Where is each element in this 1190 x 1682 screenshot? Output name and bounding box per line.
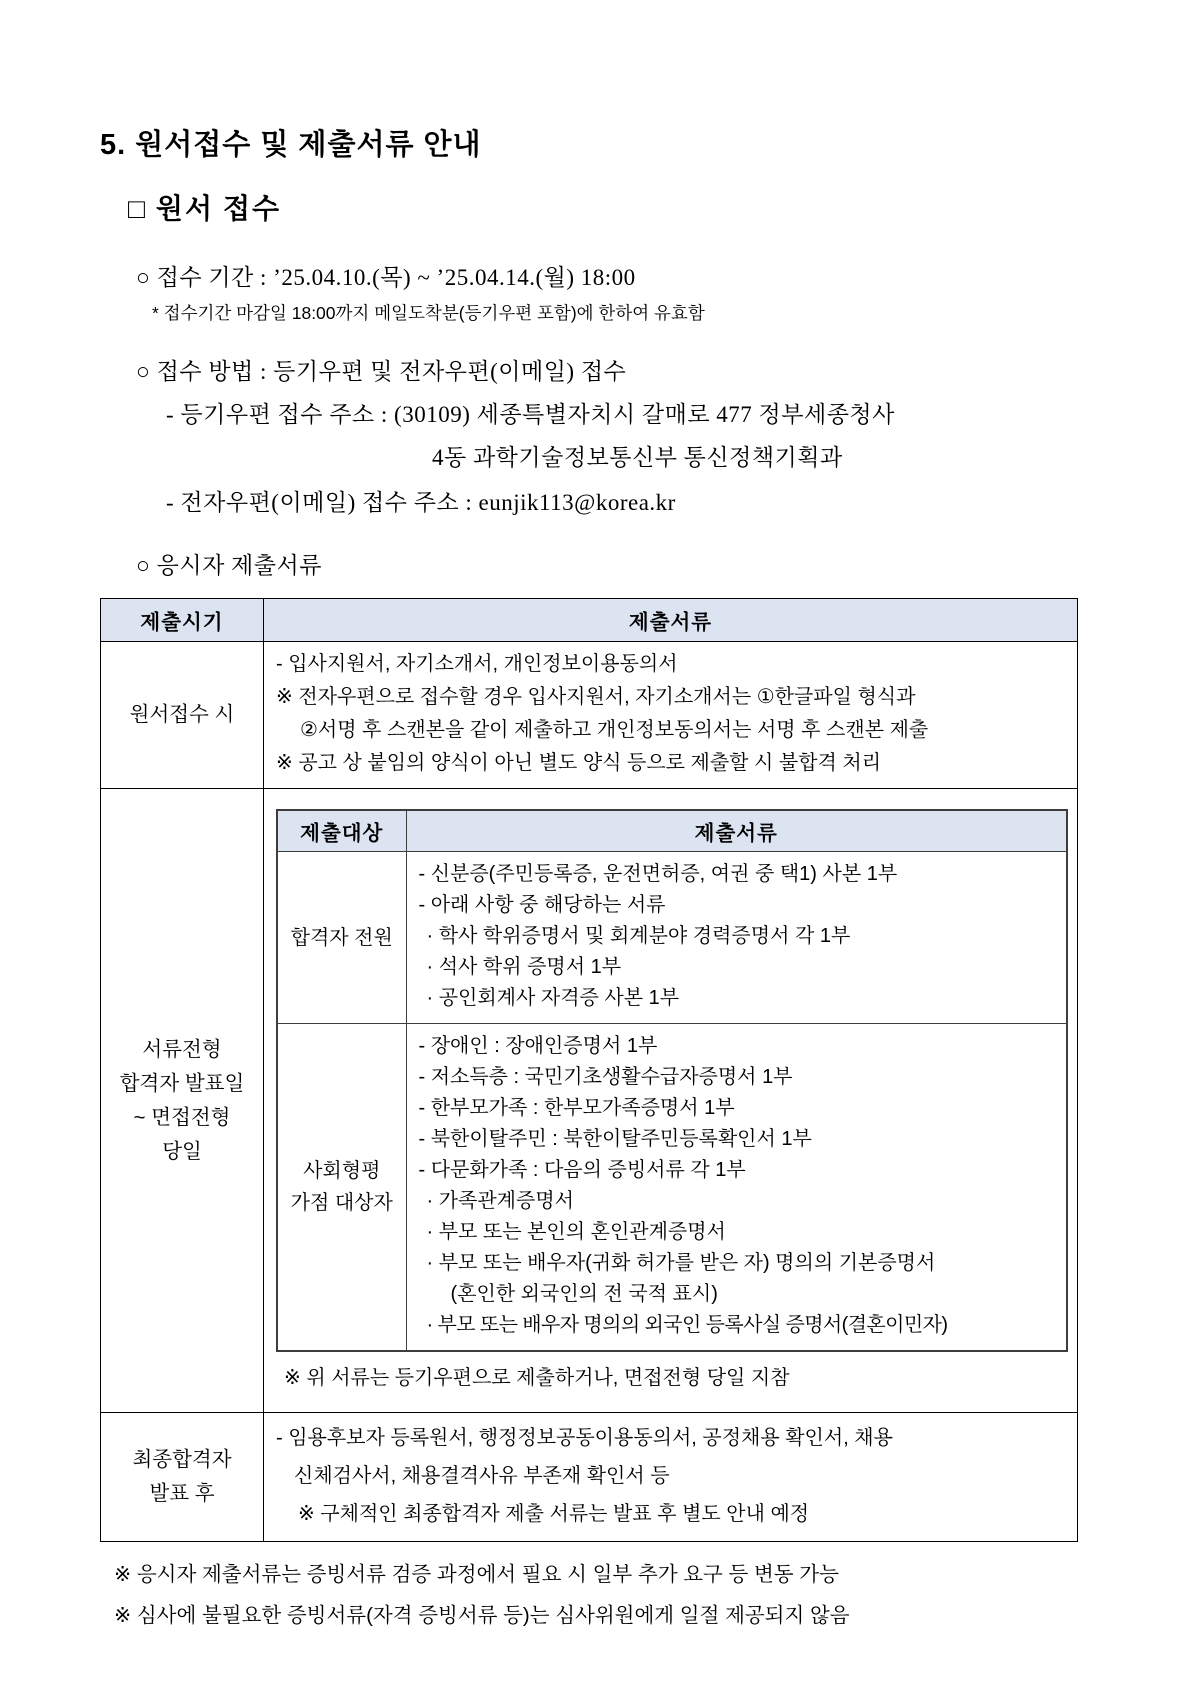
- equity-line: (혼인한 외국인의 전 국적 표시): [450, 1283, 718, 1305]
- target-line: 사회형평: [303, 1160, 381, 1182]
- interview-row-note: ※ 위 서류는 등기우편으로 제출하거나, 면접전형 당일 지참: [284, 1367, 790, 1389]
- documents-interview-period: [264, 789, 1078, 1413]
- timing-line: 발표 후: [149, 1482, 215, 1505]
- all-passers-line: · 석사 학위 증명서 1부: [426, 956, 622, 978]
- registered-mail-address-line1: - 등기우편 접수 주소 : (30109) 세종특별자치시 갈매로 477 정부세종청사: [166, 402, 895, 427]
- timing-line: 당일: [162, 1139, 202, 1163]
- application-doc-line: ※ 전자우편으로 접수할 경우 입사지원서, 자기소개서는 ①한글파일 형식과: [276, 686, 916, 708]
- all-passers-line: · 공인회계사 자격증 사본 1부: [426, 987, 680, 1009]
- documents-final-passers: [264, 1413, 1078, 1542]
- equity-line: - 다문화가족 : 다음의 증빙서류 각 1부: [418, 1159, 746, 1181]
- email-address-line: - 전자우편(이메일) 접수 주소 : eunjik113@korea.kr: [166, 490, 676, 515]
- equity-line: · 부모 또는 배우자(귀화 허가를 받은 자) 명의의 기본증명서: [426, 1252, 936, 1274]
- timing-application: 원서접수 시: [101, 642, 264, 789]
- timing-interview-period: [101, 789, 264, 1413]
- footnote-line: ※ 응시자 제출서류는 증빙서류 검증 과정에서 필요 시 일부 추가 요구 등 변동 가능: [114, 1563, 839, 1586]
- all-passers-line: - 아래 사항 중 해당하는 서류: [418, 894, 666, 916]
- final-doc-line: - 임용후보자 등록원서, 행정정보공동이용동의서, 공정채용 확인서, 채용: [276, 1427, 893, 1449]
- documents-social-equity: [406, 1024, 1067, 1352]
- equity-line: - 장애인 : 장애인증명서 1부: [418, 1035, 658, 1057]
- registered-mail-address-line2: 4동 과학기술정보통신부 통신정책기획과: [432, 445, 843, 470]
- application-doc-line: - 입사지원서, 자기소개서, 개인정보이용동의서: [276, 653, 678, 675]
- header-documents: 제출서류: [264, 599, 1078, 642]
- table-row-final-passers: [101, 1413, 1078, 1542]
- target-social-equity: [277, 1024, 406, 1352]
- all-passers-line: - 신분증(주민등록증, 운전면허증, 여권 중 택1) 사본 1부: [418, 863, 898, 885]
- target-all-passers: 합격자 전원: [277, 852, 406, 1024]
- table-row-application: [101, 642, 1078, 789]
- equity-line: - 북한이탈주민 : 북한이탈주민등록확인서 1부: [418, 1128, 812, 1150]
- documents-all-passers: [406, 852, 1067, 1024]
- inner-header-target: 제출대상: [277, 810, 406, 852]
- equity-line: - 한부모가족 : 한부모가족증명서 1부: [418, 1097, 735, 1119]
- target-line: 가점 대상자: [290, 1192, 393, 1214]
- page-title: 5. 원서접수 및 제출서류 안내: [100, 129, 482, 161]
- application-doc-line: ※ 공고 상 붙임의 양식이 아닌 별도 양식 등으로 제출할 시 불합격 처리: [276, 752, 882, 774]
- applicant-documents-heading: ○ 응시자 제출서류: [136, 553, 322, 578]
- documents-application: [264, 642, 1078, 789]
- reception-method-line: ○ 접수 방법 : 등기우편 및 전자우편(이메일) 접수: [136, 359, 627, 384]
- timing-line: ~ 면접전형: [133, 1105, 231, 1129]
- inner-header-documents: 제출서류: [406, 810, 1067, 852]
- reception-period-note: * 접수기간 마감일 18:00까지 메일도착분(등기우편 포함)에 한하여 유효함: [152, 303, 705, 323]
- equity-line: · 부모 또는 본인의 혼인관계증명서: [426, 1221, 726, 1243]
- submission-table-header-row: [101, 599, 1078, 642]
- submission-table: [100, 598, 1078, 1542]
- equity-line: - 저소득층 : 국민기초생활수급자증명서 1부: [418, 1066, 793, 1088]
- timing-line: 서류전형: [142, 1037, 222, 1061]
- table-row-interview-period: [101, 789, 1078, 1413]
- inner-row-social-equity: [277, 1024, 1067, 1352]
- timing-line: 합격자 발표일: [119, 1071, 245, 1095]
- equity-line: · 가족관계증명서: [426, 1190, 574, 1212]
- target-documents-table: [276, 809, 1068, 1352]
- timing-final-passers: [101, 1413, 264, 1542]
- all-passers-line: · 학사 학위증명서 및 회계분야 경력증명서 각 1부: [426, 925, 851, 947]
- inner-row-all-passers: [277, 852, 1067, 1024]
- timing-line: 최종합격자: [132, 1448, 232, 1471]
- header-timing: 제출시기: [101, 599, 264, 642]
- reception-period-line: ○ 접수 기간 : ’25.04.10.(목) ~ ’25.04.14.(월) 18:00: [136, 265, 636, 290]
- inner-table-wrap: [270, 795, 1073, 1394]
- footnotes: [114, 1554, 1100, 1636]
- application-doc-line: ②서명 후 스캔본을 같이 제출하고 개인정보동의서는 서명 후 스캔본 제출: [300, 719, 929, 741]
- footnote-line: ※ 심사에 불필요한 증빙서류(자격 증빙서류 등)는 심사위원에게 일절 제공되지 않음: [114, 1604, 850, 1627]
- equity-line: · 부모 또는 배우자 명의의 외국인 등록사실 증명서(결혼이민자): [426, 1314, 948, 1336]
- final-doc-line: 신체검사서, 채용결격사유 부존재 확인서 등: [294, 1465, 670, 1487]
- section-heading: □ 원서 접수: [128, 194, 282, 225]
- inner-table-header-row: [277, 810, 1067, 852]
- final-doc-line: ※ 구체적인 최종합격자 제출 서류는 발표 후 별도 안내 예정: [298, 1503, 810, 1525]
